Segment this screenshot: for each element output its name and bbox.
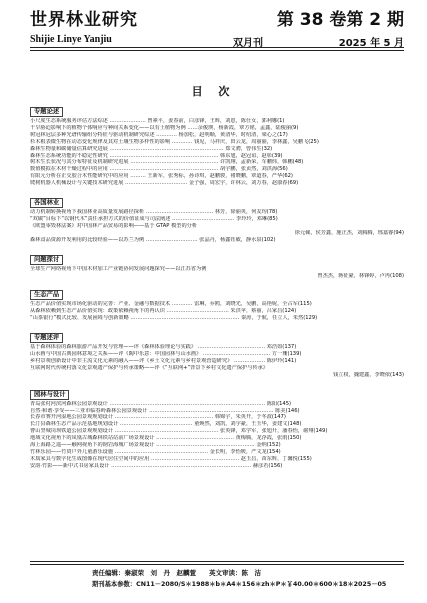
toc-entry[interactable]: 全球生产网络视角下中国木材加工产业链协同发展问题探究——以江苏省为例 (30, 265, 207, 272)
toc-entry[interactable]: 自然·和谐·享受——三亚市临春岭森林公园景观设计 ……………………………………………………………… 陈美(146) (30, 407, 300, 414)
toc-entry[interactable]: 钱立权，魏建鑫，李晓依(143) (332, 371, 404, 378)
toc-entry[interactable]: 乡村景观创新设计中非主流文化元素的融入——评《乡土文化元素与乡村景观营造研究》 ……………… 陈伊玲(141) (30, 357, 297, 364)
header-rule (30, 47, 404, 48)
toc-entry[interactable]: 木质家具与数字化生成图像在现代居住空间中的应用 …………………………………………… 赵玉昌，苗东辉，丁馨悦(155) (30, 455, 312, 462)
table-of-contents (30, 96, 404, 470)
toc-entry[interactable]: 曾杰杰，蒋征豪，林锋婷，卢冉(108) (317, 272, 404, 279)
section-heading: 专题论述 (30, 107, 63, 117)
toc-entry[interactable]: 安韵·竹影——新中式书房家具设计 ……………………………………………………………………… 赫彦若(156) (30, 462, 283, 469)
toc-entry[interactable]: 互联网时代传统村落文化景观遗产保护与传承策略——评《“互联网+”背景下乡村文化遗产保护与传承》 (30, 364, 268, 371)
journal-pinyin: Shijie Linye Yanjiu (30, 34, 112, 45)
section-heading: 生态产品 (30, 290, 63, 300)
toc-entry[interactable]: 徐元佩，侯芳鑫，施正杰，刘腾腾，邢嘉睿(94) (294, 229, 404, 236)
toc-entry[interactable]: 动力机制转换视角下我国林业高质量发展路径探析 ………………………………… 林芳，徐丽英，何友均(78) (30, 209, 278, 216)
section-heading: 问题探讨 (30, 255, 63, 265)
toc-entry[interactable]: 树木生长状况与其分布特征及机制研究进展 …………………………………………… 许凯翔，孟新荣，车鹏炜，韩鹏(48) (30, 159, 304, 166)
toc-entry[interactable]: 生态产品价值实现市场化驱动的完善：产业、金融与数据技术 ………… 雷琳，乔鸥，刘晓光，吴鹏，高艳妮，全占军(115) (30, 301, 312, 308)
header-rule-thin (30, 50, 404, 51)
issue-number: 第 38 卷第 2 期 (276, 10, 404, 30)
toc-entry[interactable]: 有限元分析在正交胶合木性能研究中的应用 ……… 王新军，张秀标，孙诗琪，赵鹏骏，褚晓鹏，覃道春，严华(62) (30, 173, 293, 180)
toc-section (30, 98, 404, 187)
toc-section (30, 281, 404, 322)
toc-entry[interactable]: 竹林乐园——竹资户外儿童游乐设施 ……………………………………………… 金长明，李怡媛，严文龙(154) (30, 449, 281, 455)
toc-entry[interactable]: 青岛张村河滨河森林公园景观设计 ……………………………………………………………………………… 陈阳(145) (30, 400, 292, 407)
section-heading: 专题述评 (30, 333, 63, 343)
toc-entry[interactable]: 长春市赛开河湿地公园景观规划设计 ………………………………………………… 韩锦宇，朱英开，于冬波(147) (30, 414, 286, 421)
section-heading: 园林与设计 (30, 390, 69, 400)
section-heading: 各国林业 (30, 198, 63, 208)
toc-entry[interactable]: 地域文化视角下的凤凰古城森林铁站站前广场景观设计 ……………………………………… 黄梅腾，龙浮霞，张雨(150) (30, 435, 302, 442)
toc-section (30, 324, 404, 379)
toc-entry[interactable]: 树冠林冠层多种光谱传输组分特征与驱动机制研究综述 ………… 杨加松，赵明顺，黄清华，时绍清，梁心之(17) (30, 131, 288, 138)
toc-entry[interactable]: 数值模拟在木材干燥过程中的应用 ……………………………………………………… 胡宇鹏，张贞然，刘洪海(56) (30, 166, 288, 173)
toc-entry[interactable]: 小尺度生态系统服务评估方法综述 ………………… 曾素平，姜春前，白彦锋，王辉，刘恩，陈仕女，郭利娜(1) (30, 118, 285, 124)
footer-rule (30, 564, 404, 565)
publication-frequency: 双月刊 (233, 38, 263, 49)
toc-entry[interactable]: “双碳”目标下“以钢代木”责任承担方式的价值证成与司法阐述 ……………………………… 李玲玲，邓琳(85) (30, 215, 278, 222)
toc-entry[interactable]: 山水画与中国古典园林意境之关系——评《陶中乐意：中国园林与山水画》 ………………………………… 方一珊(139) (30, 351, 302, 358)
toc-entry[interactable]: 森林生态系统功能的不稳定性研究 ……………………………………………………… 韩东旭，赵冠谊，赵彰(39) (30, 152, 283, 159)
toc-entry[interactable]: 长汀县森林生态产品示范基地规划设计 …………………………………… 童焕然，刘凯，刘宇豪，王玉华，姜建文(148) (30, 421, 302, 428)
journal-parameters: 期刊基本参数：CN11－2080/S＊1988＊b＊A4＊156＊zh＊P＊￥40.00＊600＊18＊2025－05 (92, 581, 387, 588)
toc-entry[interactable]: 干旱胁迫影响下的植物个体响应与种间关系变化——以有土植物为例 ……余俊瑛，杨新霞，覃方铭，孟鑫，陆俊丽(9) (30, 124, 299, 131)
toc-entry[interactable]: 基于森林体验的森林旅游产品开发与管理——评《森林体验理论与实践》 ………………………………… 邓浩如(137) (30, 344, 297, 351)
toc-entry[interactable]: 森林生物量和碳储量估算研究进展 ………………………………………………………… 郑文骋，曾伟生(32) (30, 145, 273, 152)
editors-line: 责任编辑：秦淑荣 刘 丹 赵麟萱 英文审读：陈 洁 (92, 569, 261, 577)
toc-entry[interactable]: “山茶银行”模式比较、发展困境与创新策略 ……………………………………………………… 秦涛，于航，任立人，朱然(129) (30, 315, 318, 322)
toc-section (30, 381, 404, 470)
toc-entry[interactable]: 从森林依赖到生态产品价值实现：政策依赖视角下的再认识 ……………………………… 朱洪苹，蔡丽，吕家昌(124) (30, 308, 297, 315)
toc-entry[interactable]: 爬树机器人机械设计与关键技术研究进展 ……………………………… 金子强，周宏宇，许林云，刘万春，赵康春(69) (30, 180, 299, 187)
toc-section (30, 246, 404, 280)
toc-entry[interactable]: 曹山坚城岗坝铁道公园景观规划设计 …………………………………………………… 张英锋，邓学军，张旭升，潘春怡，谢翔(149) (30, 428, 328, 435)
journal-title: 世界林业研究 (30, 10, 138, 30)
toc-entry[interactable]: 海上海路之遥——触网视角下的钢岩海城广场景观设计 ………………………………………………… 金纳(152) (30, 442, 281, 449)
toc-entry[interactable]: 《欧盟零毁林法案》对中国林产品贸易的影响——基于 GTAP 模型的分析 (30, 222, 198, 229)
footer-rule-thin (30, 561, 404, 562)
issue-date: 2025 年 5 月 (338, 38, 404, 49)
toc-section (30, 189, 404, 244)
toc-title: 目 次 (191, 85, 236, 98)
toc-entry[interactable]: 森林食品资源开发利用的比较经验——以苏兰为例 ………………………… 张晶丹，杨鑫钰敏，静水泉(102) (30, 236, 276, 243)
toc-entry[interactable]: 杉木根表微生物在动态变化规律及其对土壤生物多样性的影响 ………… 钱见，马祥庆，田云龙，周丽丽，李林鑫，吴鹏飞(25) (30, 138, 319, 145)
